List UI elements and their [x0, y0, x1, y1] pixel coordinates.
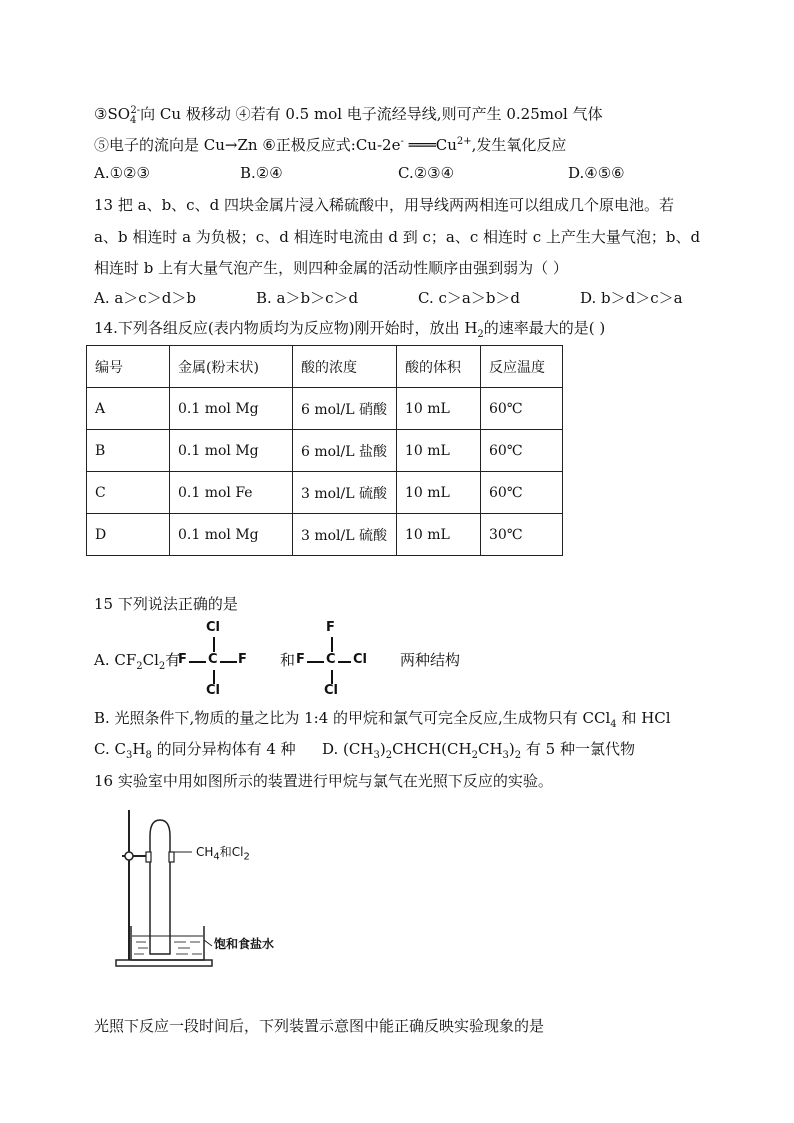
table-header-cell: 酸的浓度 [293, 346, 397, 388]
q13-option-c: C. c＞a＞b＞d [418, 289, 521, 307]
q15-option-b: B. 光照条件下,物质的量之比为 1:4 的甲烷和氯气可完全反应,生成物只有 CCl$_4$ 和 HCl [94, 709, 671, 730]
table-header-cell: 编号 [87, 346, 170, 388]
bond-right [220, 661, 237, 663]
q14-data-table [86, 345, 563, 556]
bond-top [331, 637, 333, 652]
table-cell: 60℃ [481, 430, 563, 472]
q16-stem: 16 实验室中用如图所示的装置进行甲烷与氯气在光照下反应的实验。 [94, 772, 553, 790]
bond-left [189, 661, 206, 663]
q12-option-d: D.④⑤⑥ [568, 164, 625, 182]
structural-formula-1 [178, 620, 248, 700]
bond-right [338, 661, 351, 663]
q12-option-a: A.①②③ [94, 164, 150, 182]
q15-two-structures-label: 两种结构 [400, 651, 461, 669]
table-header-cell: 反应温度 [481, 346, 563, 388]
atom-top: Cl [206, 620, 220, 635]
bond-top [213, 637, 215, 652]
atom-left: F [178, 652, 187, 667]
q14-stem: 14.下列各组反应(表内物质均为反应物)刚开始时，放出 $H_2$的速率最大的是( ) [94, 319, 606, 340]
table-row [87, 514, 563, 556]
table-cell: 0.1 mol Mg [170, 388, 293, 430]
structural-formula-2 [296, 620, 376, 700]
table-cell: 60℃ [481, 388, 563, 430]
bond-bottom [213, 670, 215, 684]
table-cell: 30℃ [481, 514, 563, 556]
table-cell: B [87, 430, 170, 472]
brine-label: 饱和食盐水 [214, 937, 275, 951]
table-row [87, 388, 563, 430]
bond-bottom [331, 670, 333, 684]
table-cell: 10 mL [397, 514, 481, 556]
atom-right: F [238, 652, 247, 667]
q15-option-c: C. $C_3H_8$ 的同分异构体有 4 种 [94, 740, 296, 761]
q13-line-1: 13 把 a、b、c、d 四块金属片浸入稀硫酸中，用导线两两相连可以组成几个原电池。若 [94, 196, 674, 214]
q12-line-1: $③SO_4^{2-}$向 Cu 极移动 ④若有 0.5 mol 电子流经导线,则可产生 0.25mol 气体 [94, 105, 603, 126]
q13-line-2: a、b 相连时 a 为负极；c、d 相连时电流由 d 到 c；a、c 相连时 c 上产生大量气泡；b、d [94, 228, 701, 246]
atom-right: Cl [353, 652, 367, 667]
atom-left: F [296, 652, 305, 667]
bond-left [307, 661, 324, 663]
atom-bottom: Cl [206, 683, 220, 698]
table-header-cell: 酸的体积 [397, 346, 481, 388]
q13-option-d: D. b＞d＞c＞a [580, 289, 683, 307]
table-row [87, 430, 563, 472]
atom-center: C [326, 652, 336, 667]
q13-option-a: A. a＞c＞d＞b [94, 289, 196, 307]
table-cell: 6 mol/L 盐酸 [293, 430, 397, 472]
table-cell: 0.1 mol Fe [170, 472, 293, 514]
q12-option-c: C.②③④ [398, 164, 455, 182]
q13-option-b: B. a＞b＞c＞d [256, 289, 359, 307]
table-cell: D [87, 514, 170, 556]
table-cell: 10 mL [397, 430, 481, 472]
q12-line-2: ⑤电子的流向是 Cu→Zn ⑥正极反应式:Cu-2e- $═══Cu^{2+}$,发生氧化反应 [94, 136, 567, 154]
table-cell: 60℃ [481, 472, 563, 514]
q13-line-3: 相连时 b 上有大量气泡产生，则四种金属的活动性顺序由强到弱为（ ） [94, 259, 568, 277]
table-cell: 3 mol/L 硫酸 [293, 472, 397, 514]
q15-stem: 15 下列说法正确的是 [94, 595, 238, 613]
table-cell: 10 mL [397, 388, 481, 430]
atom-center: C [208, 652, 218, 667]
atom-bottom: Cl [324, 683, 338, 698]
atom-top: F [326, 620, 335, 635]
q15-option-a-prefix: A. $CF_2Cl_2$有 [94, 651, 181, 672]
table-cell: 0.1 mol Mg [170, 514, 293, 556]
table-header-row [87, 346, 563, 388]
table-cell: 10 mL [397, 472, 481, 514]
table-header-cell: 金属(粉末状) [170, 346, 293, 388]
q12-option-b: B.②④ [240, 164, 283, 182]
table-row [87, 472, 563, 514]
table-cell: 6 mol/L 硝酸 [293, 388, 397, 430]
table-cell: 3 mol/L 硫酸 [293, 514, 397, 556]
q16-followup: 光照下反应一段时间后，下列装置示意图中能正确反映实验现象的是 [94, 1017, 545, 1035]
table-cell: C [87, 472, 170, 514]
table-cell: A [87, 388, 170, 430]
q15-and-label: 和 [280, 651, 296, 669]
table-cell: 0.1 mol Mg [170, 430, 293, 472]
q15-option-d: D. $(CH_3)_2CHCH(CH_2CH_3)_2$ 有 5 种一氯代物 [322, 740, 635, 761]
gas-label: $CH_4$和$Cl_2$ [196, 845, 250, 863]
